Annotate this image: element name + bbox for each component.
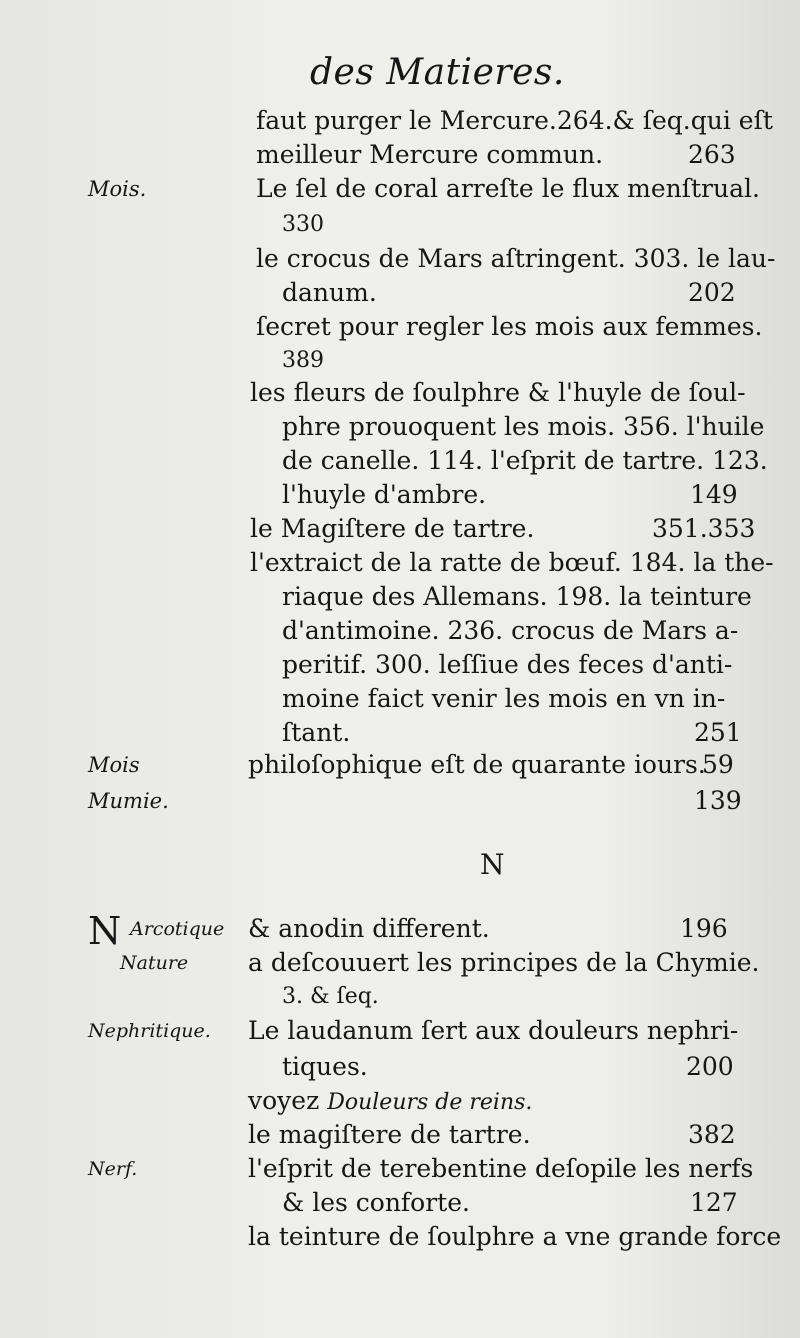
entry-text-italic: Douleurs de reins. [327, 1090, 533, 1115]
index-line [0, 208, 800, 242]
index-line [0, 1014, 800, 1048]
index-line [0, 648, 800, 682]
entry-label: Nephritique. [88, 1020, 211, 1042]
page-ref: 263 [688, 140, 736, 169]
entry-text: meilleur Mercure commun. [256, 140, 604, 169]
page-ref: 351.353 [652, 514, 756, 543]
index-line [0, 512, 800, 546]
entry-text: d'antimoine. 236. crocus de Mars a- [282, 616, 739, 645]
index-line [0, 748, 800, 782]
entry-text [248, 1084, 532, 1120]
page-ref: 200 [686, 1052, 734, 1081]
entry-text: moine faict venir les mois en vn in- [282, 684, 726, 713]
entry-text: danum. [282, 278, 377, 307]
index-line [0, 1084, 800, 1118]
index-line [0, 784, 800, 818]
entry-label: Nature [120, 952, 189, 974]
index-line [0, 410, 800, 444]
index-line [0, 172, 800, 206]
index-line [0, 1118, 800, 1152]
index-line [0, 946, 800, 980]
entry-text: le magiſtere de tartre. [248, 1120, 531, 1149]
entry-text: tiques. [282, 1052, 368, 1081]
index-line [0, 980, 800, 1014]
entry-text: a deſcouuert les principes de la Chymie. [248, 948, 760, 977]
page-ref: 202 [688, 278, 736, 307]
entry-text: philoſophique eſt de quarante iours. [248, 750, 706, 779]
page-ref: 382 [688, 1120, 736, 1149]
entry-text: phre prouoquent les mois. 356. l'huile [282, 412, 765, 441]
entry-label: Arcotique [130, 918, 225, 940]
index-line [0, 1050, 800, 1084]
index-line [0, 310, 800, 344]
entry-text: 3. & ſeq. [282, 984, 379, 1009]
entry-text: peritif. 300. leſſiue des feces d'anti- [282, 650, 733, 679]
index-line [0, 104, 800, 138]
entry-text: ſecret pour regler les mois aux femmes. [256, 312, 763, 341]
entry-text: l'eſprit de terebentine deſopile les nerfs [248, 1154, 754, 1183]
entry-text: ſtant. [282, 718, 351, 747]
index-line [0, 580, 800, 614]
entry-text: 389 [282, 348, 324, 373]
entry-label: Mois. [88, 177, 147, 201]
index-line [0, 478, 800, 512]
entry-text: le Magiſtere de tartre. [250, 514, 535, 543]
entry-text: de canelle. 114. l'eſprit de tartre. 123. [282, 446, 768, 475]
page-ref: 59 [702, 750, 734, 779]
index-line [0, 344, 800, 378]
entry-text: l'extraict de la ratte de bœuf. 184. la the- [250, 548, 774, 577]
index-line [0, 276, 800, 310]
index-line [0, 682, 800, 716]
page-ref: 251 [694, 718, 742, 747]
page-ref: 196 [680, 914, 728, 943]
entry-text: & anodin different. [248, 914, 490, 943]
index-line [0, 546, 800, 580]
entry-text: l'huyle d'ambre. [282, 480, 487, 509]
page-ref: 149 [690, 480, 738, 509]
entry-text: Le laudanum ſert aux douleurs nephri- [248, 1016, 739, 1045]
entry-text: les fleurs de ſoulphre & l'huyle de ſoul- [250, 378, 746, 407]
index-line [0, 376, 800, 410]
entry-text: faut purger le Mercure.264.& ſeq.qui eſt [256, 106, 773, 135]
entry-text-roman: voyez [248, 1086, 320, 1115]
index-line [0, 909, 800, 953]
entry-text: 330 [282, 212, 324, 237]
initial-letter: N [88, 909, 122, 953]
index-line [0, 444, 800, 478]
page-ref: 139 [694, 786, 742, 815]
entry-label: Mumie. [88, 789, 169, 813]
index-line [0, 614, 800, 648]
entry-label: Mois [88, 753, 140, 777]
index-line [0, 1152, 800, 1186]
entry-text: la teinture de ſoulphre a vne grande force [248, 1222, 782, 1251]
index-line [0, 138, 800, 172]
index-line [0, 242, 800, 276]
entry-text: le crocus de Mars aſtringent. 303. le lau- [256, 244, 776, 273]
entry-label: Nerf. [88, 1158, 138, 1180]
entry-text: & les conforte. [282, 1188, 470, 1217]
entry-text: riaque des Allemans. 198. la teinture [282, 582, 752, 611]
running-header: des Matieres. [310, 52, 565, 93]
index-line [0, 716, 800, 750]
index-line [0, 1220, 800, 1254]
index-line [0, 1186, 800, 1220]
page-ref: 127 [690, 1188, 738, 1217]
section-letter: N [480, 848, 505, 881]
entry-text: Le ſel de coral arreſte le flux menſtrual. [256, 174, 760, 203]
